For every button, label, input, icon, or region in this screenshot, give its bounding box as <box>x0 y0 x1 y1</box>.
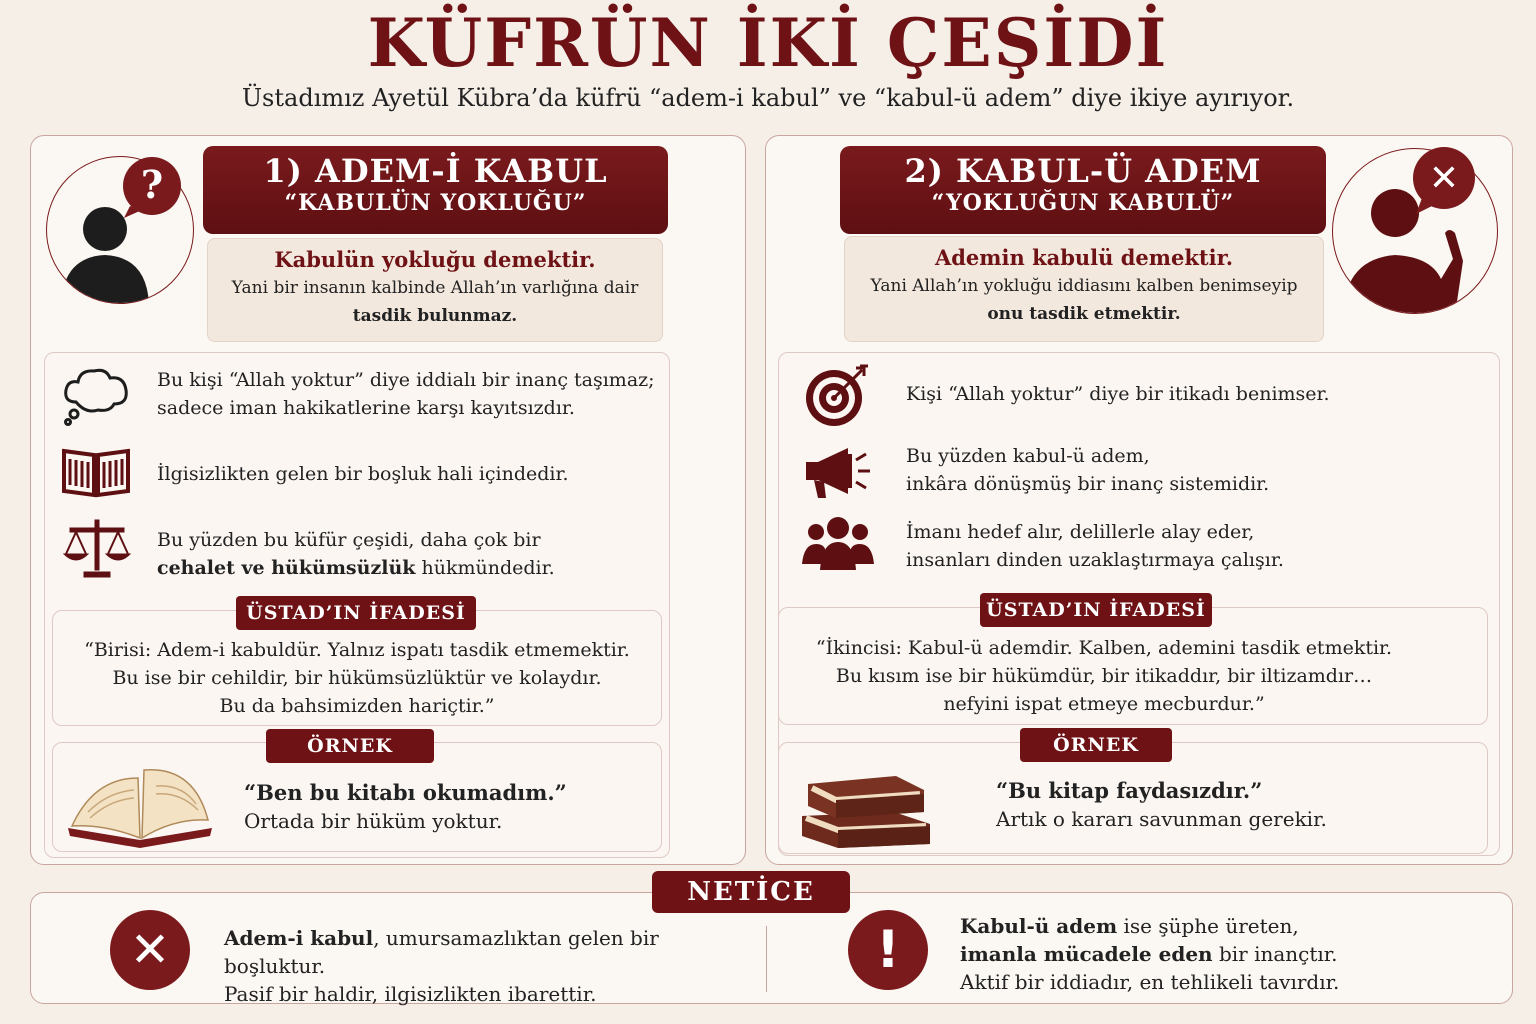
right-banner <box>840 146 1326 234</box>
scales-icon <box>62 518 132 578</box>
netice-left-line2: Pasif bir haldir, ilgisizlikten ibarettir. <box>224 982 597 1006</box>
left-banner-subtitle: “KABULÜN YOKLUĞU” <box>284 190 587 216</box>
right-item-2-line2: inkâra dönüşmüş bir inanç sistemidir. <box>906 473 1270 495</box>
left-quote-line3: Bu da bahsimizden hariçtir.” <box>219 695 495 717</box>
megaphone-icon <box>804 444 874 500</box>
netice-right-rest2: bir inançtır. <box>1212 942 1338 966</box>
right-example-tag: ÖRNEK <box>1020 728 1172 762</box>
right-item-2 <box>906 442 1486 498</box>
right-item-3-line1: İmanı hedef alır, delillerle alay eder, <box>906 521 1255 543</box>
left-example-desc: Ortada bir hüküm yoktur. <box>244 809 503 833</box>
question-bubble-icon <box>120 156 184 220</box>
left-item-1-line1: Bu kişi “Allah yoktur” diye iddialı bir inanç taşımaz; <box>157 369 655 391</box>
left-item-3-line1: Bu yüzden bu küfür çeşidi, daha çok bir <box>157 529 541 551</box>
left-banner-title: 1) ADEM-İ KABUL <box>263 152 608 190</box>
thought-cloud-icon <box>60 362 132 426</box>
left-item-3 <box>157 526 667 582</box>
left-item-1-line2: sadece iman hakikatlerine karşı kayıtsızdır. <box>157 397 575 419</box>
right-quote-line1: “İkincisi: Kabul-ü ademdir. Kalben, ademini tasdik etmektir. <box>815 637 1393 659</box>
left-quote-line2: Bu ise bir cehildir, bir hükümsüzlüktür ve kolaydır. <box>112 667 602 689</box>
netice-left-text <box>224 924 764 1008</box>
right-definition-heading: Ademin kabulü demektir. <box>934 245 1234 270</box>
stacked-books-image <box>798 754 938 850</box>
netice-right-bold1: Kabul-ü adem <box>960 914 1118 938</box>
netice-right-line3: Aktif bir iddiadır, en tehlikeli tavırdır. <box>960 970 1340 994</box>
right-quote-line3: nefyini ispat etmeye mecburdur.” <box>943 693 1265 715</box>
netice-divider <box>766 926 767 992</box>
left-example-bold: “Ben bu kitabı okumadım.” <box>244 780 567 805</box>
netice-x-icon <box>110 910 190 990</box>
netice-left-line1 <box>224 924 764 980</box>
question-mark: ? <box>140 162 164 207</box>
netice-tag: NETİCE <box>652 871 850 913</box>
left-banner <box>203 146 668 234</box>
x-bubble-icon <box>1408 146 1478 216</box>
x-mark: ✕ <box>1428 158 1460 199</box>
right-definition-line2: onu tasdik etmektir. <box>987 304 1181 324</box>
netice-right-line1 <box>960 912 1500 940</box>
right-quote-line2: Bu kısım ise bir hükümdür, bir itikaddır, bir iltizamdır… <box>835 665 1373 687</box>
open-book-icon <box>62 445 130 499</box>
right-item-1: Kişi “Allah yoktur” diye bir itikadı benimser. <box>906 383 1330 405</box>
page-title: KÜFRÜN İKİ ÇEŞİDİ <box>367 4 1169 82</box>
right-definition-box <box>844 236 1324 342</box>
left-item-3-line2 <box>157 554 667 582</box>
netice-right-text <box>960 912 1500 996</box>
left-quote-tag: ÜSTAD’IN İFADESİ <box>236 596 476 630</box>
target-icon <box>804 364 870 430</box>
right-example-desc: Artık o kararı savunman gerekir. <box>996 807 1327 831</box>
right-item-3-line2: insanları dinden uzaklaştırmaya çalışır. <box>906 549 1284 571</box>
right-example-text <box>996 778 1476 831</box>
right-example-bold: “Bu kitap faydasızdır.” <box>996 778 1263 803</box>
netice-right-rest1: ise şüphe üreten, <box>1117 914 1299 938</box>
left-definition-heading: Kabulün yokluğu demektir. <box>274 247 596 272</box>
left-quote-line1: “Birisi: Adem-i kabuldür. Yalnız ispatı tasdik etmemektir. <box>84 639 630 661</box>
left-definition-line1: Yani bir insanın kalbinde Allah’ın varlığına dair <box>231 278 639 298</box>
left-item-3-rest: hükmündedir. <box>415 557 555 579</box>
right-banner-title: 2) KABUL-Ü ADEM <box>904 152 1262 190</box>
page-subtitle: Üstadımız Ayetül Kübra’da küfrü “adem-i kabul” ve “kabul-ü adem” diye ikiye ayırıyor. <box>241 84 1295 112</box>
right-banner-subtitle: “YOKLUĞUN KABULÜ” <box>931 190 1235 216</box>
right-quote <box>778 634 1430 718</box>
right-item-2-line1: Bu yüzden kabul-ü adem, <box>906 445 1150 467</box>
netice-right-bold2: imanla mücadele eden <box>960 942 1213 966</box>
left-item-1 <box>157 366 667 422</box>
left-item-3-bold: cehalet ve hükümsüzlük <box>157 557 416 579</box>
netice-left-rest: , umursamazlıktan gelen bir boşluktur. <box>224 926 659 978</box>
left-quote <box>52 636 662 720</box>
netice-right-line2 <box>960 940 1500 968</box>
netice-x-glyph: ✕ <box>129 922 171 978</box>
left-definition-line2: tasdik bulunmaz. <box>352 306 518 326</box>
right-item-3 <box>906 518 1486 574</box>
netice-exclamation-icon <box>848 910 928 990</box>
group-icon <box>802 516 874 570</box>
left-definition-box <box>207 238 663 342</box>
right-definition-line1: Yani Allah’ın yokluğu iddiasını kalben benimseyip <box>870 276 1298 296</box>
left-example-tag: ÖRNEK <box>266 729 434 763</box>
open-book-image <box>64 758 216 850</box>
left-example-text <box>244 780 644 833</box>
netice-left-bold: Adem-i kabul <box>224 926 374 950</box>
netice-exclamation-glyph: ! <box>876 920 900 980</box>
left-item-2: İlgisizlikten gelen bir boşluk hali içindedir. <box>157 463 569 485</box>
right-quote-tag: ÜSTAD’IN İFADESİ <box>980 593 1212 627</box>
